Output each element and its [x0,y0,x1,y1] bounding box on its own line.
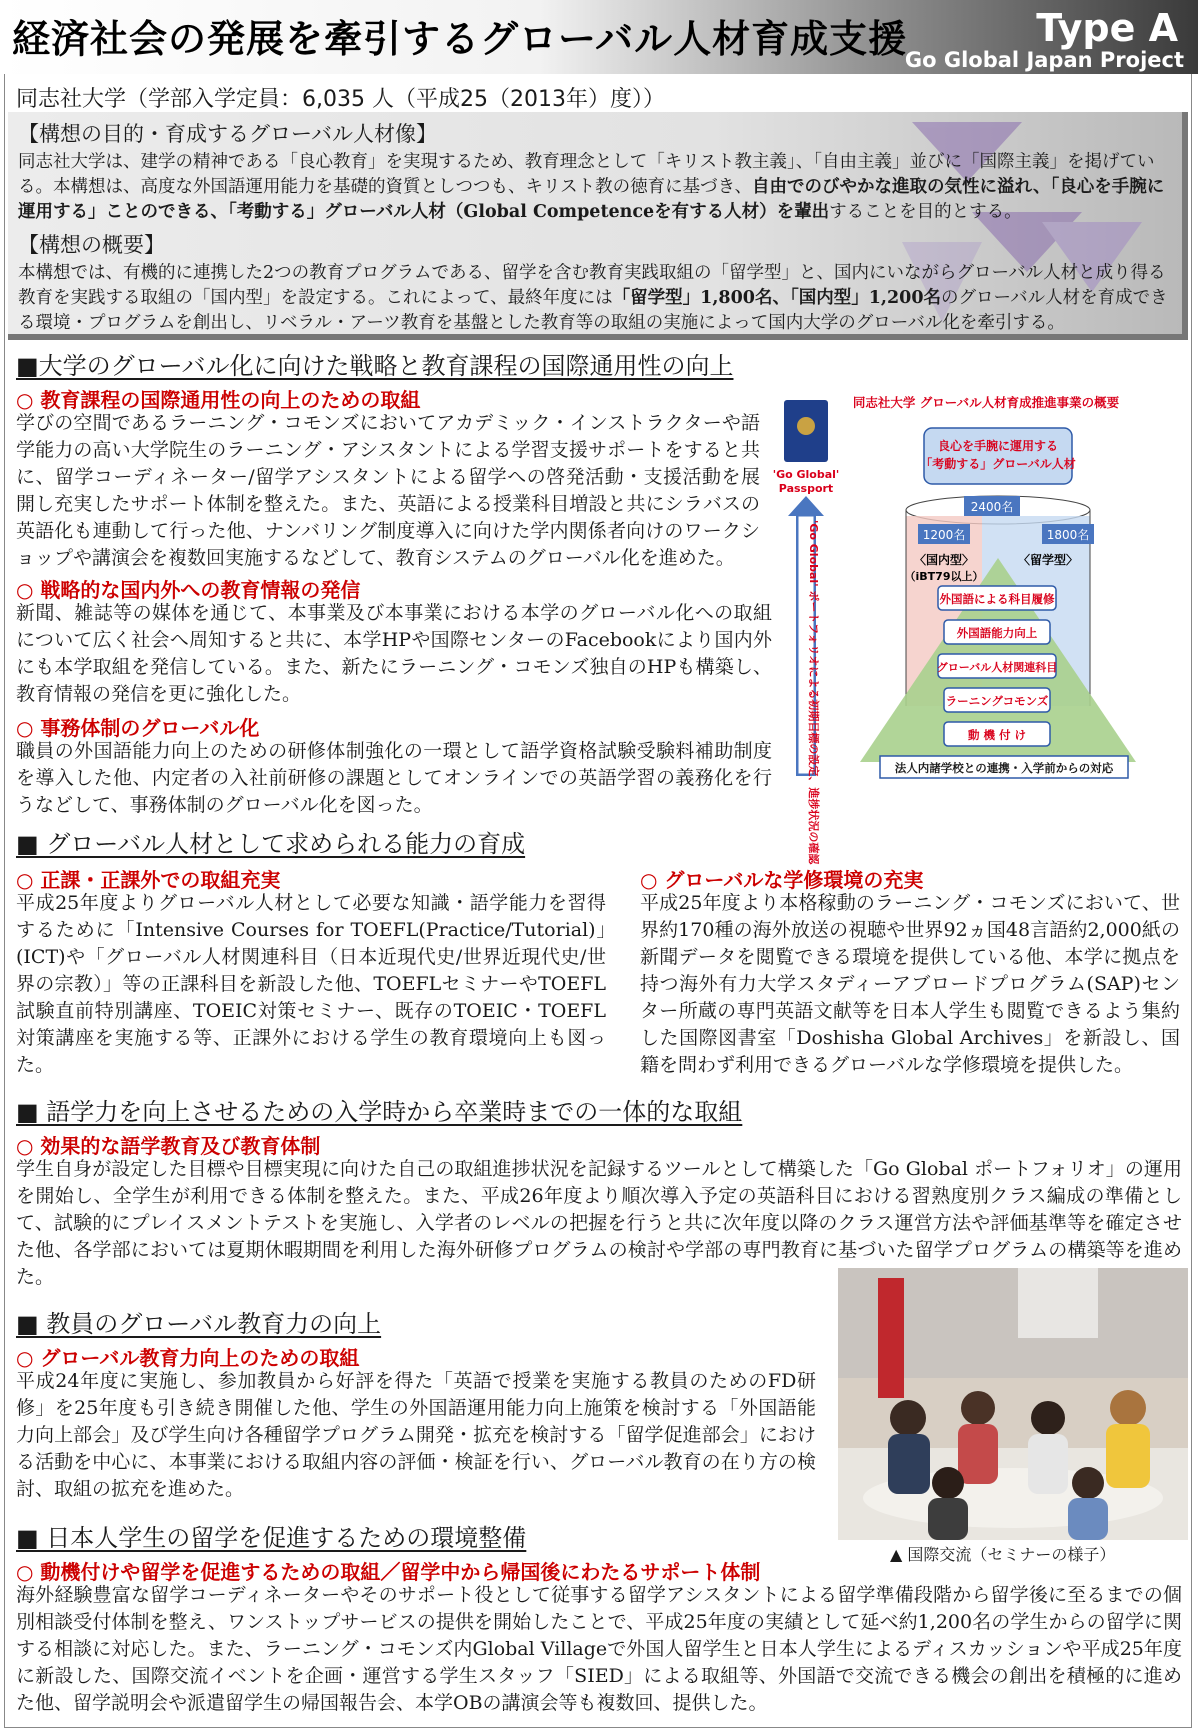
step-5-label: 動 機 付 け [967,728,1027,742]
step-2-label: 外国語能力向上 [956,626,1038,640]
body-admin-globalization: 職員の外国語能力向上のための研修体制強化の一環として語学資格試験受験料補助制度を導入した他、内定者の入社前研修の課題としてオンラインでの英語学習の義務化を行うなどして、事務体制のグローバル化を図った。 [16,740,772,816]
section-heading-abilities: ■ グローバル人材として求められる能力の育成 [16,830,526,858]
type-label: Type A [1036,6,1178,50]
body-info-dissemination: 新聞、雑誌等の媒体を通じて、本事業及び本事業における本学のグローバル化への取組について広く社会へ周知すると共に、本学HPや国際センターのFacebookにより国内外にも本学取組を発信している。また、新たにラーニング・コモンズ独自のHPも構築し、教育情報の発信を更に強化した。 [16,602,772,705]
total-count: 2400名 [970,500,1014,514]
body-faculty-training: 平成24年度に実施し、参加教員から好評を得た「英語で授業を実施する教員のためのFD研修」を25年度も引き続き開催した他、学生の外国語運用能力向上施策を検討する「外国語能力向上部会」及び学生向け各種留学プログラム開発・拡充を検討する「留学促進部会」における活動を中心に、本事業における取組内容の評価・検証を行い、グローバル教育の在り方の検討、取組の拡充を進めた。 [16,1370,816,1500]
photo-caption: ▲ 国際交流（セミナーの様子） [890,1545,1116,1564]
goal-line-1: 良心を手腕に運用する [937,439,1059,453]
goal-box [924,428,1072,484]
subheading-curriculum: ○ 教育課程の国際通用性の向上のための取組 [16,388,421,412]
project-name: Go Global Japan Project [904,48,1184,72]
diagram-title: 同志社大学 グローバル人材育成推進事業の概要 [852,395,1120,410]
portfolio-arrow-text: 'Go Global' ポートフォリオによる初期目標の設定、進捗状況の確認 [807,520,820,865]
base-label: 法人内諸学校との連携・入学前からの対応 [894,761,1114,775]
concept-heading-1: 【構想の目的・育成するグローバル人材像】 [18,122,437,146]
section-heading-strategy: ■大学のグローバル化に向けた戦略と教育課程の国際通用性の向上 [16,352,734,380]
program-overview-diagram [772,392,1136,865]
seminar-photo [838,1268,1188,1540]
step-1-label: 外国語による科目履修 [939,592,1055,606]
abroad-label: 〈留学型〉 [1017,553,1079,567]
body-study-abroad-support: 海外経験豊富な留学コーディネーターやそのサポート役として従事する留学アシスタントによる留学準備段階から留学後に至るまでの個別相談受付体制を整え、ワンストップサービスの提供を開始したことで、平成25年度の実績として延べ約1,200名の学生からの留学に関する相談に対応した。また、ラーニング・コモンズ内Global Villageで外国人留学生と日本人学生によるディスカッションや平成25年度に新設した、国際交流イベントを企画・運営する学生スタッフ「SIED」による取組等、外国語で交流できる機会の創出を積極的に進めた他、留学説明会や派遣留学生の帰国報告会、本学OBの講演会等も複数回、提供した。 [16,1584,1182,1714]
section-heading-faculty: ■ 教員のグローバル教育力の向上 [16,1310,382,1338]
page-title: 経済社会の発展を牽引するグローバル人材育成支援 [12,17,908,61]
step-4-label: ラーニングコモンズ [945,694,1049,708]
subheading-info-dissemination: ○ 戦略的な国内外への教育情報の発信 [16,578,361,602]
passport-label-1: 'Go Global' [772,468,840,481]
subheading-admin-globalization: ○ 事務体制のグローバル化 [16,716,260,740]
body-curriculum: 学びの空間であるラーニング・コモンズにおいてアカデミック・インストラクターや語学能力の高い大学院生のラーニング・アシスタントによる学習支援サポートをすると共に、留学コーディネーター/留学アシスタントによる留学への啓発活動・支援活動を展開し充実したサポート体制を整えた。また、英語による授業科目増設と共にシラバスの英語化も連動して行った他、ナンバリング制度導入に向けた学内関係者向けのワークショップや講演会を複数回実施するなどして、教育システムのグローバル化を進めた。 [16,412,760,569]
goal-line-2: 「考動する」グローバル人材 [920,457,1076,471]
body-learning-environment: 平成25年度より本格稼動のラーニング・コモンズにおいて、世界約170種の海外放送の視聴や世界92ヵ国48言語約2,000紙の新聞データを閲覧できる環境を提供している他、本学に拠点を持つ海外有力大学スタディーアブロードプログラム(SAP)センター所蔵の専門英語文献等を日本人学生も閲覧できるよう集約した国際図書室「Doshisha Global Archives」を新設し、国籍を問わず利用できるグローバルな学修環境を提供した。 [640,892,1180,1076]
section-heading-study-abroad: ■ 日本人学生の留学を促進するための環境整備 [16,1524,527,1552]
domestic-label-1: 〈国内型〉 [913,553,975,567]
abroad-count: 1800名 [1046,528,1090,542]
subheading-study-abroad-support: ○ 動機付けや留学を促進するための取組／留学中から帰国後にわたるサポート体制 [16,1560,761,1584]
concept-box [8,112,1188,340]
subheading-learning-environment: ○ グローバルな学修環境の充実 [640,868,924,892]
university-line: 同志社大学（学部入学定員：6,035 人（平成25（2013年）度）） [16,87,665,112]
subheading-curricular: ○ 正課・正課外での取組充実 [16,868,281,892]
body-curricular: 平成25年度よりグローバル人材として必要な知識・語学能力を習得するために「Intensive Courses for TOEFL(Practice/Tutorial)」(ICT)や「グローバル人材関連科目（日本近現代史/世界近現代史/世界の宗教）」等の正課科目を新設した他、TOEFLセミナーやTOEFL試験直前特別講座、TOEIC対策セミナー、既存のTOEIC・TOEFL対策講座を実施する等、正課外における学生の教育環境向上も図った。 [16,892,606,1076]
concept-text-1: 同志社大学は、建学の精神である「良心教育」を実現するため、教育理念として「キリスト教主義」、「自由主義」並びに「国際主義」を掲げている。本構想は、高度な外国語運用能力を基礎的資質としつつも、キリスト教の徳育に基づき、自由でのびやかな進取の気性に溢れ、「良心を手腕に運用する」ことのできる、「考動する」グローバル人材（Global Competenceを有する人材）を輩出することを目的とする。 [18,152,1165,222]
concept-text-2: 本構想では、有機的に連携した2つの教育プログラムである、留学を含む教育実践取組の「留学型」と、国内にいながらグローバル人材と成り得る教育を実践する取組の「国内型」を設定する。これによって、最終年度には「留学型」1,800名、「国内型」1,200名のグローバル人材を育成できる環境・プログラムを創出し、リベラル・アーツ教育を基盤とした教育等の取組の実施によって国内大学のグローバル化を牽引する。 [18,263,1168,333]
domestic-count: 1200名 [922,528,966,542]
passport-emblem [797,417,815,435]
subheading-faculty-training: ○ グローバル教育力向上のための取組 [16,1346,360,1370]
step-3-label: グローバル人材関連科目 [936,661,1058,674]
header-banner [0,0,1198,74]
concept-heading-2: 【構想の概要】 [18,233,165,257]
section-heading-language: ■ 語学力を向上させるための入学時から卒業時までの一体的な取組 [16,1098,743,1126]
body-language-education: 学生自身が設定した目標や目標実現に向けた自己の取組進捗状況を記録するツールとして構築した「Go Global ポートフォリオ」の運用を開始し、全学生が利用できる体制を整えた。また、平成26年度より順次導入予定の英語科目における習熟度別クラス編成の準備として、試験的にプレイスメントテストを実施し、入学者のレベルの把握を行うと共に次年度以降のクラス運営方法や評価基準等を確定させた他、各学部においては夏期休暇期間を利用した海外研修プログラムの検討や学部の専門教育に基づいた留学プログラムの構築等を進めた。 [16,1158,1182,1288]
passport-label-2: Passport [778,482,834,495]
subheading-language-education: ○ 効果的な語学教育及び教育体制 [16,1134,321,1158]
domestic-label-2: （iBT79以上） [904,570,984,583]
